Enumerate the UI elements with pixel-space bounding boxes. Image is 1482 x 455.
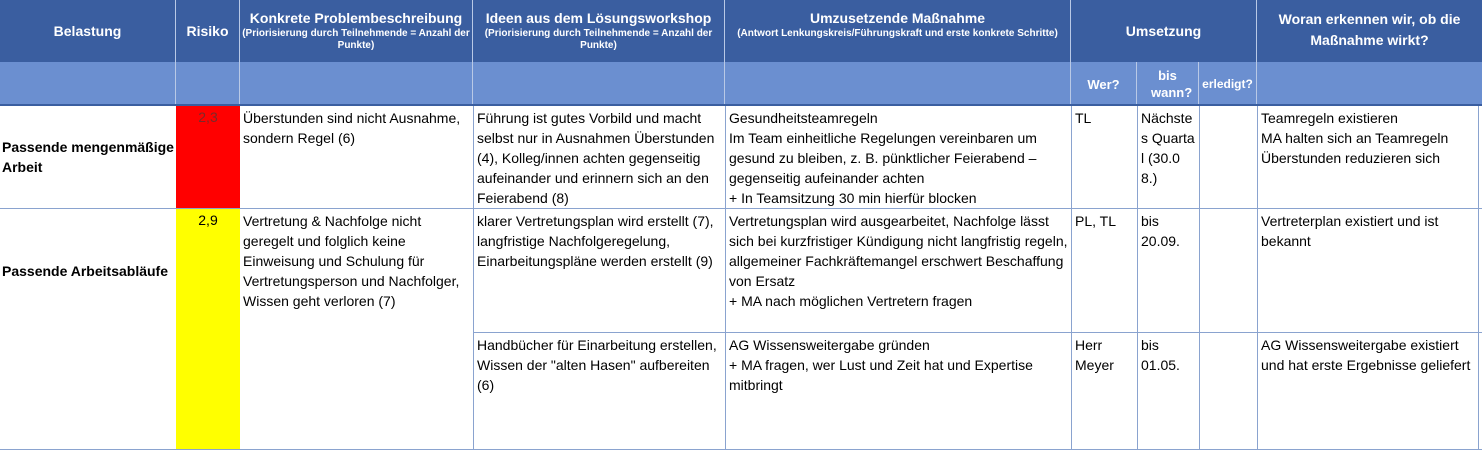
subheader-blank-risiko <box>176 62 240 104</box>
header-problem-subtitle: (Priorisierung durch Teilnehmende = Anzahl der Punkte) <box>242 28 470 51</box>
header-problem-title: Konkrete Problembeschreibung <box>249 10 463 26</box>
subheader-blank-ideen <box>473 62 725 104</box>
row2-massnahme: Vertretungsplan wird ausgearbeitet, Nachfolge lässt sich bei kurzfristiger Kündigung nicht langfristig regeln, allgemeiner Fachkräftemangel erschwert Beschaffung von Ersatz + MA nach möglichen Vertretern fragen <box>729 213 1068 309</box>
header-massnahme <box>725 0 1071 62</box>
header-massnahme-title: Umzusetzende Maßnahme <box>809 10 986 26</box>
row2-problem: Vertretung & Nachfolge nicht geregelt und folglich keine Einweisung und Schulung für Vertretungsperson und Nachfolger, Wissen geht verloren (7) <box>243 213 460 309</box>
row2-bis: bis 20.09. <box>1141 213 1180 249</box>
header-problem <box>240 0 473 62</box>
subheader-erledigt-label: erledigt? <box>1202 77 1253 91</box>
row2-belastung: Passende Arbeitsabläufe <box>2 263 168 279</box>
row3-massnahme: AG Wissensweitergabe gründen + MA fragen, wer Lust und Zeit hat und Expertise mitbringt <box>729 337 1033 393</box>
subheader-wer-label: Wer? <box>1087 77 1120 92</box>
header-massnahme-subtitle: (Antwort Lenkungskreis/Führungskraft und erste konkrete Schritte) <box>737 28 1058 39</box>
header-wirkung-label: Woran erkennen wir, ob die Maßnahme wirkt? <box>1278 11 1461 48</box>
row2-erledigt[interactable] <box>1200 209 1257 332</box>
header-risiko <box>176 0 240 62</box>
row2-wirkung: Vertreterplan existiert und ist bekannt <box>1261 213 1439 249</box>
row1-belastung: Passende mengenmäßige Arbeit <box>2 139 174 175</box>
row1-erledigt[interactable] <box>1200 106 1257 208</box>
row1-problem: Überstunden sind nicht Ausnahme, sondern Regel (6) <box>243 110 461 146</box>
header-belastung <box>0 0 176 62</box>
header-ideen-title: Ideen aus dem Lösungsworkshop <box>485 10 712 26</box>
subheader-blank-massnahme <box>725 62 1071 104</box>
row3-wer: Herr Meyer <box>1075 337 1114 373</box>
subheader-blank-problem <box>240 62 473 104</box>
row3-wirkung: AG Wissensweitergabe existiert und hat erste Ergebnisse geliefert <box>1261 337 1471 373</box>
subheader-bis-wann <box>1137 62 1199 104</box>
row1-wirkung: Teamregeln existieren MA halten sich an Teamregeln Überstunden reduzieren sich <box>1261 110 1449 166</box>
row2-ideen: klarer Vertretungsplan wird erstellt (7), langfristige Nachfolgeregelung, Einarbeitungspläne werden erstellt (9) <box>477 213 714 269</box>
header-umsetzung <box>1071 0 1257 62</box>
row2-wer: PL, TL <box>1075 213 1116 229</box>
header-risiko-label: Risiko <box>186 23 229 39</box>
row1-wer: TL <box>1075 110 1092 126</box>
row-separator-bottom <box>0 449 1482 450</box>
subheader-bis-wann-label: bis wann? <box>1151 68 1193 100</box>
header-ideen-subtitle: (Priorisierung durch Teilnehmende = Anzahl der Punkte) <box>484 28 713 51</box>
header-belastung-label: Belastung <box>53 23 122 39</box>
row2-risiko: 2,9 <box>176 209 240 449</box>
row3-bis: bis 01.05. <box>1141 337 1180 373</box>
header-umsetzung-label: Umsetzung <box>1125 23 1202 39</box>
subheader-wer <box>1071 62 1137 104</box>
row1-ideen: Führung ist gutes Vorbild und macht selbst nur in Ausnahmen Überstunden (4), Kolleg/innen achten gegenseitig aufeinander und erinnern sich an den Feierabend (8) <box>477 110 715 206</box>
row1-risiko: 2,3 <box>176 106 240 208</box>
header-wirkung <box>1257 0 1482 62</box>
header-ideen <box>473 0 725 62</box>
vline-right <box>1478 106 1479 450</box>
row1-bis: Nächstes Quartal (30.08.) <box>1141 110 1195 186</box>
row3-erledigt[interactable] <box>1200 333 1257 449</box>
subheader-erledigt <box>1199 62 1257 104</box>
row1-massnahme: Gesundheitsteamregeln Im Team einheitliche Regelungen vereinbaren um gesund zu bleiben, z. B. pünktlicher Feierabend – gegenseitig aufeinander achten + In Teamsitzung 30 min hierfür blocken <box>729 110 1037 206</box>
subheader-blank-belastung <box>0 62 176 104</box>
row3-ideen: Handbücher für Einarbeitung erstellen, Wissen der "alten Hasen" aufbereiten (6) <box>477 337 717 393</box>
subheader-blank-wirkung <box>1257 62 1482 104</box>
